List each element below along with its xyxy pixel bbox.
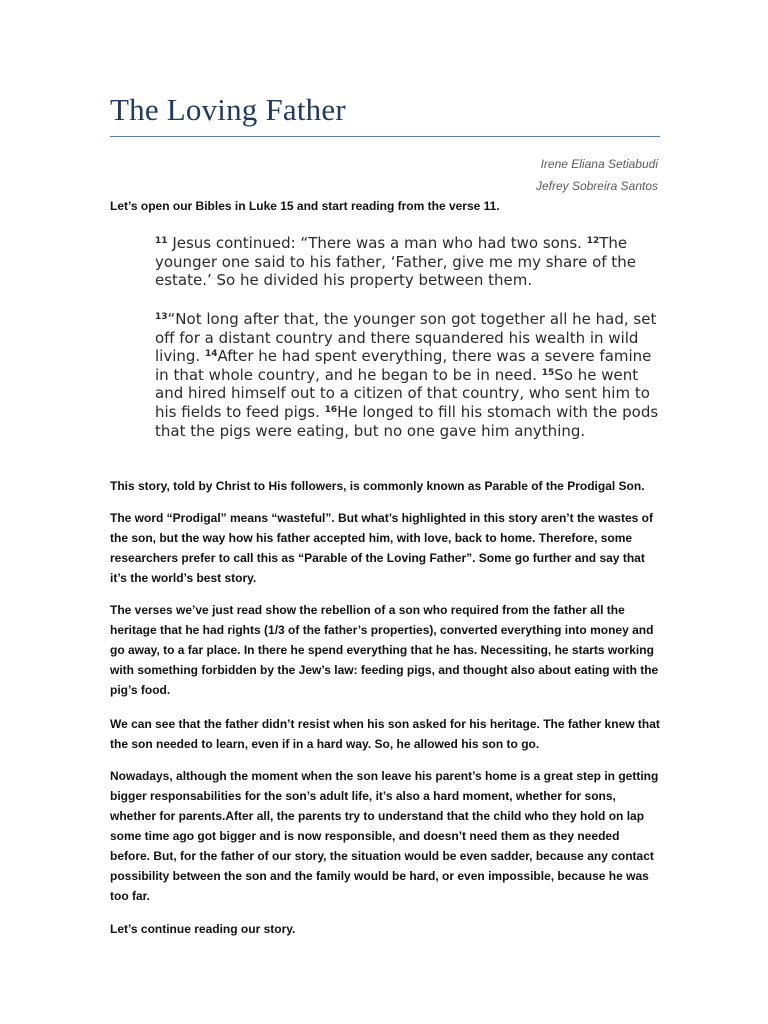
intro-paragraph: Let’s open our Bibles in Luke 15 and start reading from the verse 11.	[110, 199, 500, 213]
verse-number: 14	[204, 349, 218, 360]
verse-number: 12	[586, 236, 600, 246]
verse-text: The younger one said to his father, ‘Father, give me my share of the estate.’ So he divided his property between them.	[155, 234, 636, 290]
body-paragraph-2: The word “Prodigal” means “wasteful”. But what’s highlighted in this story aren’t the wastes of the son, but the way how his father accepted him, with love, back to home. Therefore, some researchers prefer to call this as “Parable of the Loving Father”. Some go further and say that it’s the world’s best story.	[110, 511, 653, 585]
body-paragraph-3: The verses we’ve just read show the rebellion of a son who required from the father all the heritage that he had rights (1/3 of the father’s properties), converted everything into money and go away, to a far place. In there he spend everything that he has. Necessiting, he starts working with something forbidden by the Jew’s law: feeding pigs, and thought also about eating with the pig’s food.	[110, 603, 659, 697]
body-paragraph-5: Nowadays, although the moment when the son leave his parent’s home is a great step in getting bigger responsabilities for the son’s adult life, it’s also a hard moment, whether for sons, whether for parents.After all, the parents try to understand that the child who they hold on lap some time ago got bigger and is now responsible, and doesn’t need them as they needed before. But, for the father of our story, the situation would be even sadder, because any contact possibility between the son and the family would be hard, or even impossible, because he was too far.	[110, 769, 659, 903]
scripture-quote-2	[155, 310, 665, 440]
author-2: Jefrey Sobreira Santos	[535, 179, 658, 193]
verse-text: After he had spent everything, there was a severe famine in that whole country, and he began to be in need.	[155, 347, 652, 384]
title-underline	[110, 136, 660, 137]
body-paragraph-6: Let’s continue reading our story.	[110, 922, 296, 936]
verse-text: Jesus continued: “There was a man who had two sons.	[172, 234, 587, 252]
verse-number: 13	[155, 312, 168, 322]
verse-number: 16	[324, 404, 338, 415]
author-1: Irene Eliana Setiabudi	[540, 157, 658, 171]
verse-text: “Not long after that, the younger son got together all he had, set off for a distant country and there squandered his wealth in wild living.	[155, 310, 657, 366]
body-paragraph-1: This story, told by Christ to His followers, is commonly known as Parable of the Prodigal Son.	[110, 479, 645, 493]
scripture-quote-1	[155, 234, 665, 290]
document-title: The Loving Father	[110, 92, 346, 127]
verse-text: He longed to fill his stomach with the pods that the pigs were eating, but no one gave him anything.	[155, 402, 659, 440]
body-paragraph-4: We can see that the father didn’t resist when his son asked for his heritage. The father knew that the son needed to learn, even if in a hard way. So, he allowed his son to go.	[110, 717, 660, 751]
verse-number: 11	[155, 236, 168, 246]
verse-number: 15	[541, 367, 555, 378]
verse-text: So he went and hired himself out to a citizen of that country, who sent him to his fields to feed pigs.	[155, 365, 650, 421]
